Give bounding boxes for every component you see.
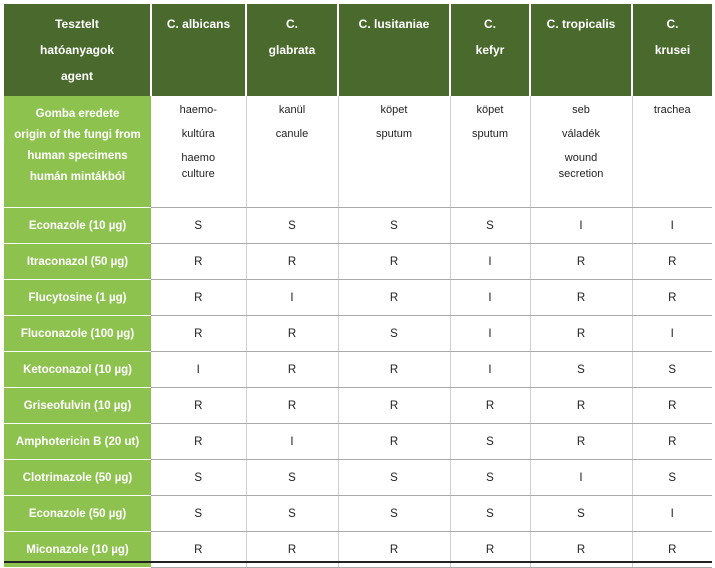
result-cell: I xyxy=(450,352,530,388)
result-cell: R xyxy=(246,316,338,352)
result-cell: S xyxy=(246,208,338,244)
result-cell: R xyxy=(530,388,632,424)
result-cell: R xyxy=(530,424,632,460)
origin-cell-line: kanül xyxy=(278,104,306,116)
origin-cell-line: sputum xyxy=(375,128,413,140)
result-cell: R xyxy=(338,244,450,280)
origin-cell-line: canule xyxy=(275,128,309,140)
column-header-line: C. xyxy=(286,17,298,31)
origin-label-line: origin of the fungi from xyxy=(14,129,141,141)
column-header-c-krusei xyxy=(632,4,712,96)
origin-cell-line: köpet xyxy=(476,104,504,116)
header-row xyxy=(4,4,712,96)
origin-cell-line: wound xyxy=(564,152,598,164)
origin-cell-line: seb xyxy=(572,104,590,116)
result-cell: R xyxy=(632,244,712,280)
column-header-c-albicans xyxy=(151,4,246,96)
result-cell: S xyxy=(450,496,530,532)
table-row xyxy=(4,244,712,280)
result-cell: R xyxy=(530,316,632,352)
table-row xyxy=(4,388,712,424)
agent-name: Amphotericin B (20 ut) xyxy=(4,424,151,460)
result-cell: R xyxy=(151,244,246,280)
result-cell: I xyxy=(246,424,338,460)
result-cell: R xyxy=(246,532,338,568)
result-cell: S xyxy=(338,316,450,352)
result-cell: S xyxy=(450,208,530,244)
result-cell: R xyxy=(338,280,450,316)
agent-name: Itraconazol (50 µg) xyxy=(4,244,151,280)
result-cell: S xyxy=(246,496,338,532)
agent-name: Clotrimazole (50 µg) xyxy=(4,460,151,496)
agent-name: Miconazole (10 µg) xyxy=(4,532,151,568)
agent-name: Griseofulvin (10 µg) xyxy=(4,388,151,424)
table-row xyxy=(4,424,712,460)
table-row xyxy=(4,280,712,316)
result-cell: R xyxy=(530,532,632,568)
result-cell: I xyxy=(632,496,712,532)
result-cell: I xyxy=(530,460,632,496)
origin-cell-line: haemo- xyxy=(179,104,217,116)
result-cell: S xyxy=(530,352,632,388)
result-cell: I xyxy=(530,208,632,244)
column-header-line: glabrata xyxy=(268,43,316,57)
result-cell: R xyxy=(338,424,450,460)
result-cell: R xyxy=(338,532,450,568)
result-cell: R xyxy=(151,424,246,460)
result-cell: I xyxy=(632,208,712,244)
result-cell: S xyxy=(338,208,450,244)
result-cell: R xyxy=(338,352,450,388)
origin-row xyxy=(4,96,712,208)
agent-header-line: Tesztelt xyxy=(55,17,99,31)
origin-label xyxy=(4,96,151,208)
origin-cell xyxy=(530,96,632,208)
origin-cell xyxy=(151,96,246,208)
result-cell: R xyxy=(632,532,712,568)
result-cell: I xyxy=(246,280,338,316)
result-cell: S xyxy=(338,460,450,496)
origin-cell-line: váladék xyxy=(562,128,600,140)
result-cell: I xyxy=(151,352,246,388)
column-header-line: krusei xyxy=(654,43,691,57)
result-cell: R xyxy=(246,244,338,280)
table-row xyxy=(4,460,712,496)
column-header-c-glabrata xyxy=(246,4,338,96)
origin-label-line: humán mintákból xyxy=(29,171,126,183)
origin-cell-line: köpet xyxy=(380,104,408,116)
agent-header xyxy=(4,4,151,96)
result-cell: S xyxy=(151,460,246,496)
result-cell: S xyxy=(151,496,246,532)
result-cell: I xyxy=(450,244,530,280)
table-row xyxy=(4,316,712,352)
result-cell: S xyxy=(338,496,450,532)
result-cell: S xyxy=(530,496,632,532)
result-cell: S xyxy=(151,208,246,244)
agent-name: Fluconazole (100 µg) xyxy=(4,316,151,352)
result-cell: R xyxy=(632,280,712,316)
origin-cell xyxy=(338,96,450,208)
agent-name: Econazole (50 µg) xyxy=(4,496,151,532)
result-cell: I xyxy=(450,280,530,316)
table-row xyxy=(4,208,712,244)
result-cell: I xyxy=(632,316,712,352)
origin-label-line: Gomba eredete xyxy=(35,108,120,120)
result-cell: S xyxy=(246,460,338,496)
column-header-line: kefyr xyxy=(475,43,505,57)
result-cell: R xyxy=(151,280,246,316)
column-header-line: C. xyxy=(484,17,496,31)
result-cell: R xyxy=(530,244,632,280)
column-header-c-lusitaniae xyxy=(338,4,450,96)
origin-cell xyxy=(632,96,712,208)
result-cell: R xyxy=(632,424,712,460)
origin-label-line: human specimens xyxy=(27,150,128,162)
result-cell: I xyxy=(450,316,530,352)
origin-cell-line: sputum xyxy=(471,128,509,140)
result-cell: R xyxy=(151,316,246,352)
origin-cell-line: culture xyxy=(181,168,215,180)
agent-name: Ketoconazol (10 µg) xyxy=(4,352,151,388)
result-cell: R xyxy=(632,388,712,424)
result-cell: R xyxy=(450,532,530,568)
result-cell: R xyxy=(338,388,450,424)
column-header-line: C. albicans xyxy=(166,17,231,31)
origin-cell-line: secretion xyxy=(558,168,604,180)
origin-cell-line: haemo xyxy=(181,152,216,164)
result-cell: R xyxy=(151,532,246,568)
origin-cell-line: kultúra xyxy=(181,128,215,140)
result-cell: R xyxy=(246,388,338,424)
result-cell: R xyxy=(151,388,246,424)
result-cell: S xyxy=(632,352,712,388)
origin-cell xyxy=(450,96,530,208)
agent-header-line: hatóanyagok xyxy=(39,43,114,57)
column-header-line: C. xyxy=(666,17,679,31)
result-cell: S xyxy=(450,424,530,460)
agent-name: Flucytosine (1 µg) xyxy=(4,280,151,316)
result-cell: S xyxy=(450,460,530,496)
origin-cell xyxy=(246,96,338,208)
agent-header-line: agent xyxy=(60,69,93,83)
column-header-line: C. tropicalis xyxy=(546,17,616,31)
table-row xyxy=(4,496,712,532)
result-cell: R xyxy=(450,388,530,424)
origin-cell-line: trachea xyxy=(653,104,691,116)
table-row xyxy=(4,352,712,388)
susceptibility-table xyxy=(4,4,712,568)
column-header-line: C. lusitaniae xyxy=(358,17,430,31)
result-cell: R xyxy=(246,352,338,388)
result-cell: R xyxy=(530,280,632,316)
agent-name: Econazole (10 µg) xyxy=(4,208,151,244)
column-header-c-tropicalis xyxy=(530,4,632,96)
result-cell: S xyxy=(632,460,712,496)
column-header-c-kefyr xyxy=(450,4,530,96)
bottom-rule xyxy=(4,561,712,563)
